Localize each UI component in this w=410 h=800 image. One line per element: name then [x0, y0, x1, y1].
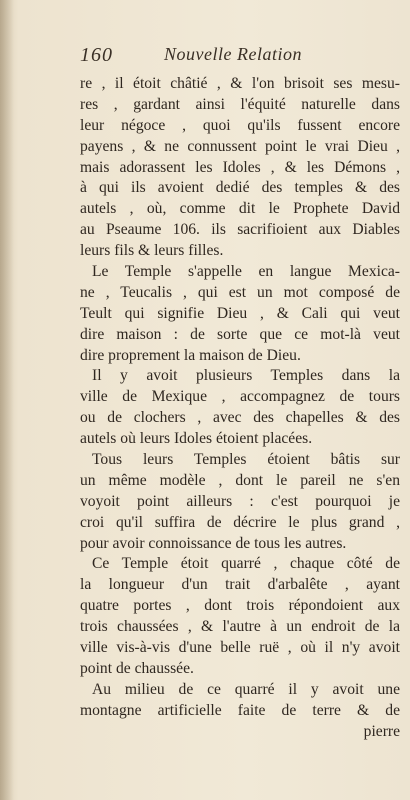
text-line: un même modèle , dont le pareil ne s'en: [80, 471, 400, 489]
text-line: dire proprement la maison de Dieu.: [80, 346, 301, 364]
text-line: ou de clochers , avec des chapelles & des: [80, 409, 400, 427]
text-line: quatre portes , dont trois répondoient aux: [80, 597, 400, 615]
running-title: Nouvelle Relation: [164, 44, 302, 64]
text-line: autels , où, comme dit le Prophete David: [80, 200, 400, 218]
text-line: la longueur d'un trait d'arbalête , ayant: [80, 576, 400, 594]
text-line: ville vis-à-vis d'une belle ruë , où il n'y avoit: [80, 639, 400, 657]
text-line: res , gardant ainsi l'équité naturelle dans: [80, 95, 400, 113]
text-line: re , il étoit châtié , & l'on brisoit ses mesu-: [80, 75, 400, 92]
text-line: à qui ils avoient dedié des temples & des: [80, 179, 400, 197]
text-line: croi qu'il suffira de décrire le plus grand ,: [80, 513, 400, 531]
text-line: Teult qui signifie Dieu , & Cali qui veut: [80, 304, 400, 322]
text-line: Tous leurs Temples étoient bâtis sur: [92, 451, 400, 469]
text-line: point de chaussée.: [80, 659, 194, 677]
page-number: 160: [80, 44, 113, 66]
text-line: Ce Temple étoit quarré , chaque côté de: [92, 555, 400, 573]
text-line: pour avoir connoissance de tous les autres.: [80, 534, 347, 552]
text-line: montagne artificielle faite de terre & de: [80, 701, 400, 719]
body-text: [80, 74, 400, 743]
text-line: Il y avoit plusieurs Temples dans la: [92, 367, 400, 385]
text-line: voyoit point ailleurs : c'est pourquoi je: [80, 492, 400, 510]
spine-shadow: [0, 0, 14, 800]
text-line: autels où leurs Idoles étoient placées.: [80, 430, 313, 448]
catchword: pierre: [363, 722, 400, 740]
text-line: ville de Mexique , accompagnez de tours: [80, 388, 400, 406]
text-line: mais adorassent les Idoles , & les Démons ,: [80, 158, 400, 176]
text-line: ne , Teucalis , qui est un mot composé de: [80, 283, 400, 301]
text-line: Le Temple s'appelle en langue Mexica-: [92, 263, 400, 281]
page-header: [80, 44, 400, 70]
text-line: payens , & ne connussent point le vrai Dieu ,: [80, 137, 400, 155]
text-line: leur négoce , quoi qu'ils fussent encore: [80, 116, 400, 134]
text-line: leurs fils & leurs filles.: [80, 242, 224, 260]
text-line: Au milieu de ce quarré il y avoit une: [92, 680, 400, 698]
text-line: au Pseaume 106. ils sacrifioient aux Diables: [80, 221, 400, 239]
text-line: dire maison : de sorte que ce mot-là veut: [80, 325, 400, 343]
text-line: trois chaussées , & l'autre à un endroit de la: [80, 618, 400, 636]
